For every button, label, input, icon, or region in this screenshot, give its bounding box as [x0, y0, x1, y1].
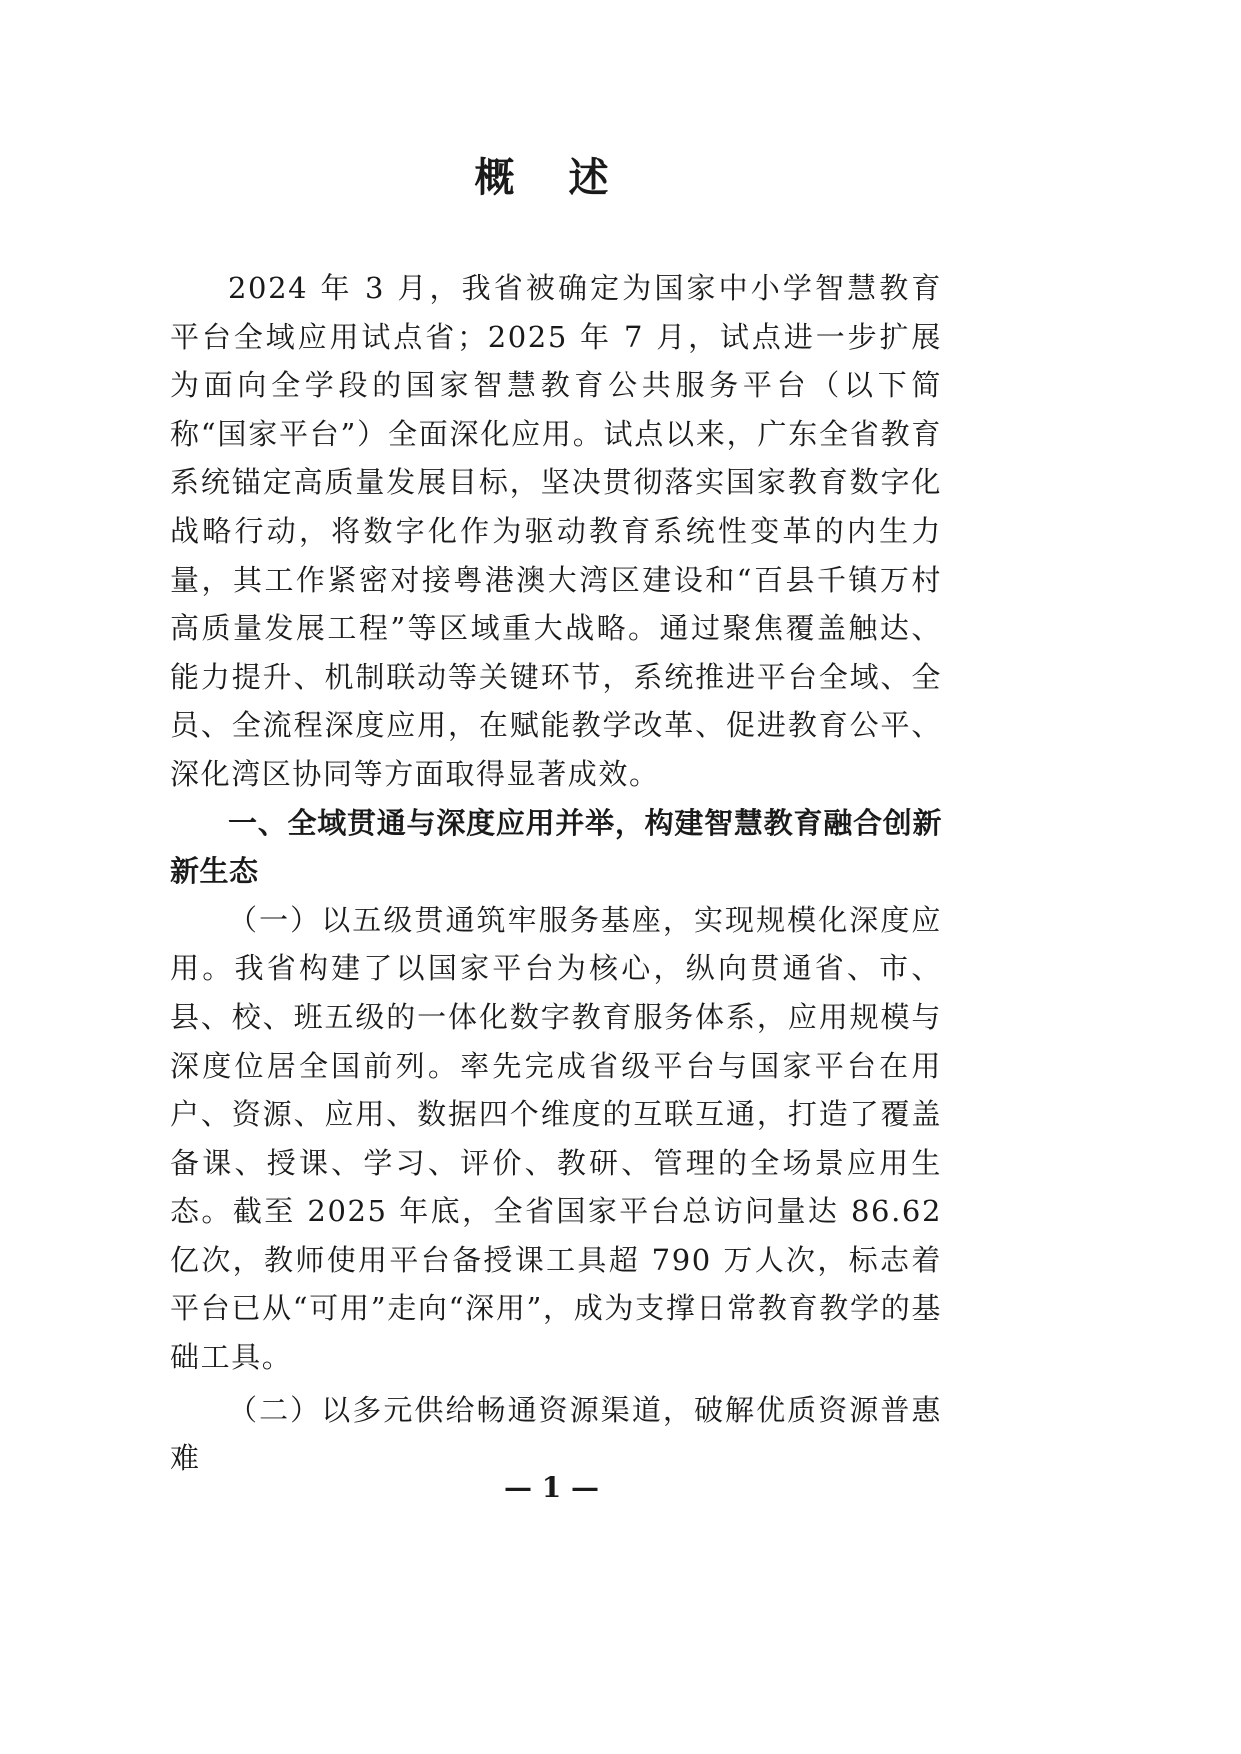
paragraph-intro: 2024 年 3 月，我省被确定为国家中小学智慧教育平台全域应用试点省；2025 年 7 月，试点进一步扩展为面向全学段的国家智慧教育公共服务平台（以下简称“国家平台”）全面深化应用。试点以来，广东全省教育系统锚定高质量发展目标，坚决贯彻落实国家教育数字化战略行动，将数字化作为驱动教育系统性变革的内生力量，其工作紧密对接粤港澳大湾区建设和“百县千镇万村高质量发展工程”等区域重大战略。通过聚焦覆盖触达、能力提升、机制联动等关键环节，系统推进平台全域、全员、全流程深度应用，在赋能教学改革、促进教育公平、深化湾区协同等方面取得显著成效。	[170, 271, 942, 791]
paragraph-subsection-1: （一）以五级贯通筑牢服务基座，实现规模化深度应用。我省构建了以国家平台为核心，纵向贯通省、市、县、校、班五级的一体化数字教育服务体系，应用规模与深度位居全国前列。率先完成省级平台与国家平台在用户、资源、应用、数据四个维度的互联互通，打造了覆盖备课、授课、学习、评价、教研、管理的全场景应用生态。截至 2025 年底，全省国家平台总访问量达 86.62 亿次，教师使用平台备授课工具超 790 万人次，标志着平台已从“可用”走向“深用”，成为支撑日常教育教学的基础工具。	[170, 902, 942, 1375]
page-number: — 1 —	[504, 1471, 599, 1504]
paragraph-subsection-2: （二）以多元供给畅通资源渠道，破解优质资源普惠难	[170, 1392, 942, 1476]
document-title: 概 述	[474, 155, 629, 201]
document-body	[170, 264, 942, 1483]
section-heading: 一、全域贯通与深度应用并举，构建智慧教育融合创新新生态	[170, 805, 942, 889]
